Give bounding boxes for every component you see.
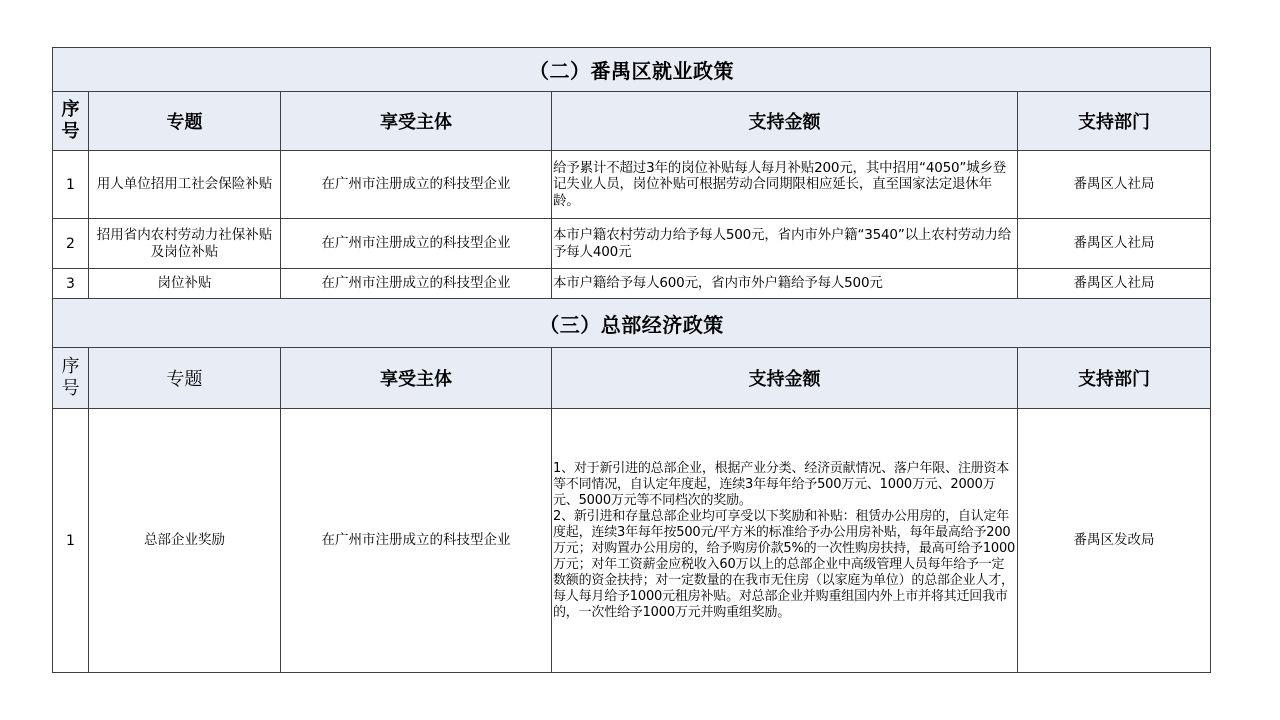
amount-paragraph-1: 1、对于新引进的总部企业，根据产业分类、经济贡献情况、落户年限、注册资本等不同情况，自认定年度起，连续3年每年给予500万元、1000万元、2000万元、5000万元等不同档次的奖励。: [553, 460, 1010, 508]
header-seq-text: 序号: [61, 356, 80, 399]
row-dept: 番禺区人社局: [1018, 269, 1211, 299]
row-amount: [552, 409, 1018, 673]
policy-table: [52, 47, 1211, 673]
header-dept: 支持部门: [1018, 92, 1211, 151]
row-topic: 总部企业奖励: [89, 409, 281, 673]
row-subject: 在广州市注册成立的科技型企业: [281, 409, 552, 673]
table-row: [53, 409, 1211, 673]
row-seq: 1: [53, 151, 89, 219]
table-row: [53, 151, 1211, 219]
section-title-row: [53, 299, 1211, 348]
row-dept: 番禺区人社局: [1018, 151, 1211, 219]
row-dept: 番禺区人社局: [1018, 219, 1211, 269]
row-subject: 在广州市注册成立的科技型企业: [281, 151, 552, 219]
header-subject: 享受主体: [281, 348, 552, 409]
header-topic: 专题: [89, 92, 281, 151]
section-title-employment: （二）番禺区就业政策: [53, 48, 1211, 92]
row-topic: 招用省内农村劳动力社保补贴及岗位补贴: [89, 219, 281, 269]
header-seq-text: 序号: [61, 99, 80, 142]
header-topic: 专题: [89, 348, 281, 409]
policy-sheet: [52, 47, 1210, 683]
header-amount: 支持金额: [552, 92, 1018, 151]
section-title-headquarters: （三）总部经济政策: [53, 299, 1211, 348]
table-row: [53, 219, 1211, 269]
row-topic: 用人单位招用工社会保险补贴: [89, 151, 281, 219]
header-seq: [53, 92, 89, 151]
header-dept: 支持部门: [1018, 348, 1211, 409]
section-title-row: [53, 48, 1211, 92]
row-subject: 在广州市注册成立的科技型企业: [281, 219, 552, 269]
header-amount: 支持金额: [552, 348, 1018, 409]
row-amount: 本市户籍给予每人600元，省内市外户籍给予每人500元: [552, 269, 1018, 299]
row-dept: 番禺区发改局: [1018, 409, 1211, 673]
row-seq: 1: [53, 409, 89, 673]
amount-paragraph-2: 2、新引进和存量总部企业均可享受以下奖励和补贴：租赁办公用房的，自认定年度起，连续3年每年按500元/平方米的标准给予办公用房补贴，每年最高给予200万元；对购置办公用房的，给予购房价款5%的一次性购房扶持，最高可给予1000万元；对年工资薪金应税收入60万以上的总部企业中高级管理人员每年给予一定数额的资金扶持；对一定数量的在我市无住房（以家庭为单位）的总部企业人才，每人每月给予1000元租房补贴。对总部企业并购重组国内外上市并将其迁回我市的，一次性给予1000万元并购重组奖励。: [553, 508, 1016, 620]
table-row: [53, 269, 1211, 299]
header-subject: 享受主体: [281, 92, 552, 151]
row-amount: 给予累计不超过3年的岗位补贴每人每月补贴200元，其中招用“4050”城乡登记失业人员，岗位补贴可根据劳动合同期限相应延长，直至国家法定退休年龄。: [552, 151, 1018, 219]
header-seq: [53, 348, 89, 409]
row-seq: 2: [53, 219, 89, 269]
row-topic: 岗位补贴: [89, 269, 281, 299]
header-row: [53, 92, 1211, 151]
row-seq: 3: [53, 269, 89, 299]
row-amount: 本市户籍农村劳动力给予每人500元，省内市外户籍“3540”以上农村劳动力给予每人400元: [552, 219, 1018, 269]
header-row: [53, 348, 1211, 409]
row-subject: 在广州市注册成立的科技型企业: [281, 269, 552, 299]
